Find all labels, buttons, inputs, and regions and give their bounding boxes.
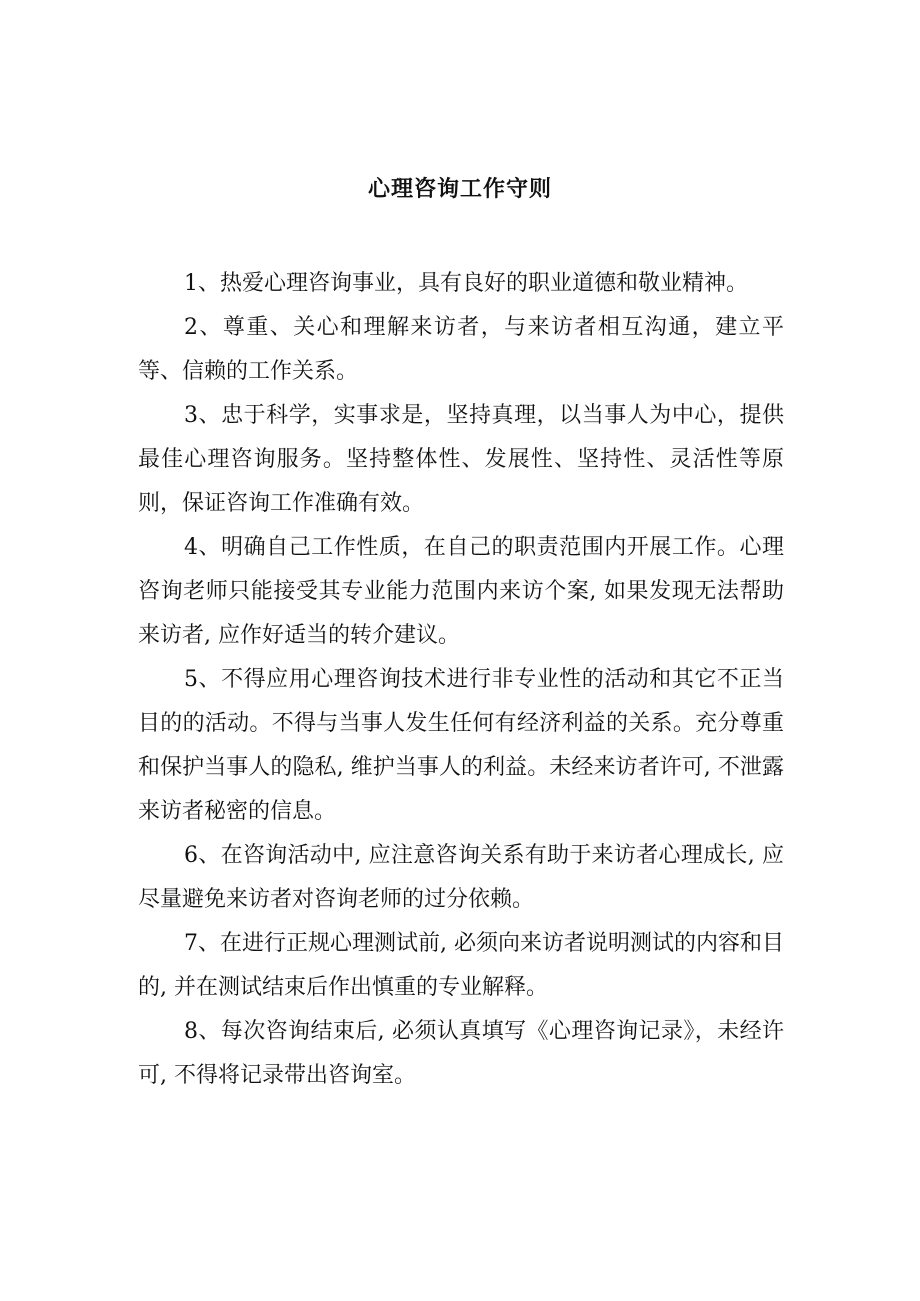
paragraph-6: 6、在咨询活动中, 应注意咨询关系有助于来访者心理成长, 应尽量避免来访者对咨询老师的过分依赖。 [138, 843, 784, 912]
paragraph-3: 3、忠于科学，实事求是，坚持真理，以当事人为中心，提供最佳心理咨询服务。坚持整体性、发展性、坚持性、灵活性等原则，保证咨询工作准确有效。 [138, 403, 784, 516]
document-title: 心理咨询工作守则 [367, 177, 552, 202]
paragraph-5: 5、不得应用心理咨询技术进行非专业性的活动和其它不正当目的的活动。不得与当事人发生任何有经济利益的关系。充分尊重和保护当事人的隐私, 维护当事人的利益。未经来访者许可, 不泄露来访者秘密的信息。 [138, 667, 784, 824]
document-body [138, 262, 784, 1098]
paragraph-7: 7、在进行正规心理测试前, 必须向来访者说明测试的内容和目的, 并在测试结束后作出慎重的专业解释。 [138, 931, 784, 1000]
paragraph-4: 4、明确自己工作性质，在自己的职责范围内开展工作。心理咨询老师只能接受其专业能力范围内来访个案, 如果发现无法帮助来访者, 应作好适当的转介建议。 [138, 535, 784, 648]
paragraph-2: 2、尊重、关心和理解来访者，与来访者相互沟通，建立平等、信赖的工作关系。 [138, 315, 784, 384]
paragraph-1: 1、热爱心理咨询事业，具有良好的职业道德和敬业精神。 [184, 271, 748, 296]
paragraph-8: 8、每次咨询结束后, 必须认真填写《心理咨询记录》，未经许可, 不得将记录带出咨询室。 [138, 1019, 784, 1088]
